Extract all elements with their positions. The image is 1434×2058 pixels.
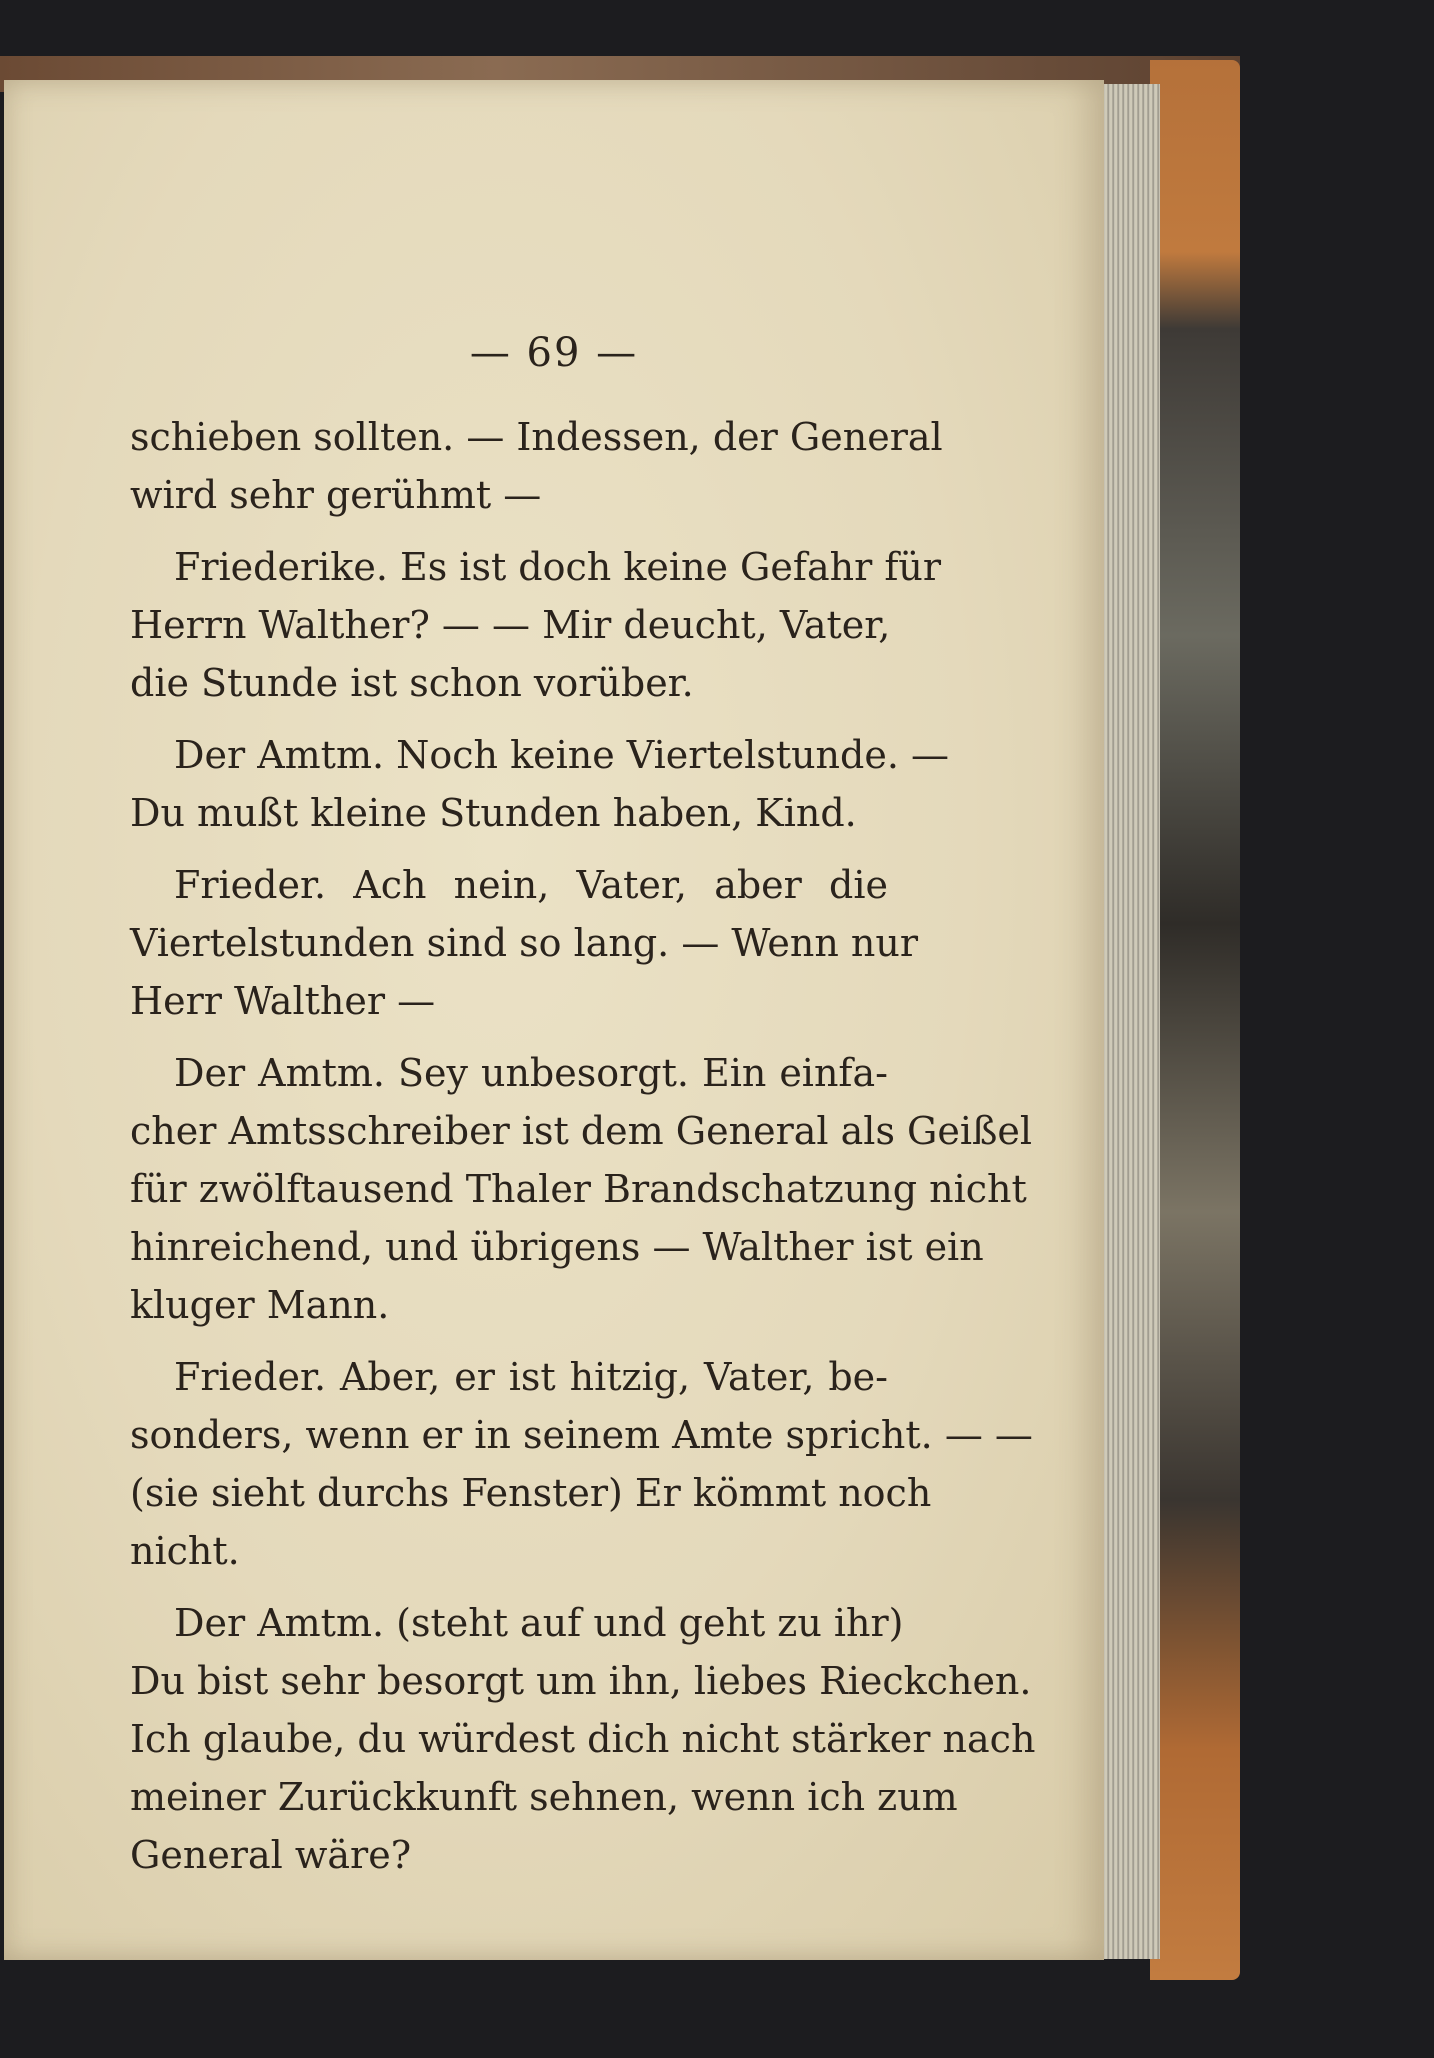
text-line: General wäre? [130,1833,412,1877]
text-line: meiner Zurückkunft sehnen, wenn ich zum [130,1775,958,1819]
text-line: schieben sollten. — Indessen, der General [130,415,943,459]
text-line: Der Amtm. Sey unbesorgt. Ein einfa- [174,1051,888,1095]
paragraph [130,1044,1033,1334]
text-line: Frieder. Ach nein, Vater, aber die [174,863,888,907]
text-line: cher Amtsschreiber ist dem General als Geißel [130,1109,1033,1153]
page-edges [1100,84,1160,1959]
text-line: Viertelstunden sind so lang. — Wenn nur [130,921,918,965]
text-line: Herrn Walther? — — Mir deucht, Vater, [130,603,891,647]
paragraph [130,1594,1036,1884]
text-line: für zwölftausend Thaler Brandschatzung nicht [130,1167,1027,1211]
book-page [4,80,1104,1960]
paragraph [130,856,918,1030]
text-line: (sie sieht durchs Fenster) Er kömmt noch [130,1471,932,1515]
text-line: Du mußt kleine Stunden haben, Kind. [130,791,857,835]
page-number: — 69 — [469,330,639,376]
paragraph [130,538,942,712]
paragraph [130,408,943,524]
body-text [130,408,1036,1898]
paragraph [130,726,949,842]
text-line: Friederike. Es ist doch keine Gefahr für [174,545,942,589]
text-line: sonders, wenn er in seinem Amte spricht. — — [130,1413,1033,1457]
text-line: Du bist sehr besorgt um ihn, liebes Rieckchen. [130,1659,1032,1703]
book-cover-right [1150,60,1240,1980]
text-line: Herr Walther — [130,979,436,1023]
text-line: Ich glaube, du würdest dich nicht stärker nach [130,1717,1036,1761]
text-line: die Stunde ist schon vorüber. [130,661,694,705]
text-line: Der Amtm. Noch keine Viertelstunde. — [174,733,949,777]
text-line: nicht. [130,1529,240,1573]
text-line: hinreichend, und übrigens — Walther ist ein [130,1225,984,1269]
text-line: kluger Mann. [130,1283,390,1327]
text-line: wird sehr gerühmt — [130,473,542,517]
text-line: Der Amtm. (steht auf und geht zu ihr) [174,1601,904,1645]
paragraph [130,1348,1033,1580]
text-line: Frieder. Aber, er ist hitzig, Vater, be- [174,1355,888,1399]
